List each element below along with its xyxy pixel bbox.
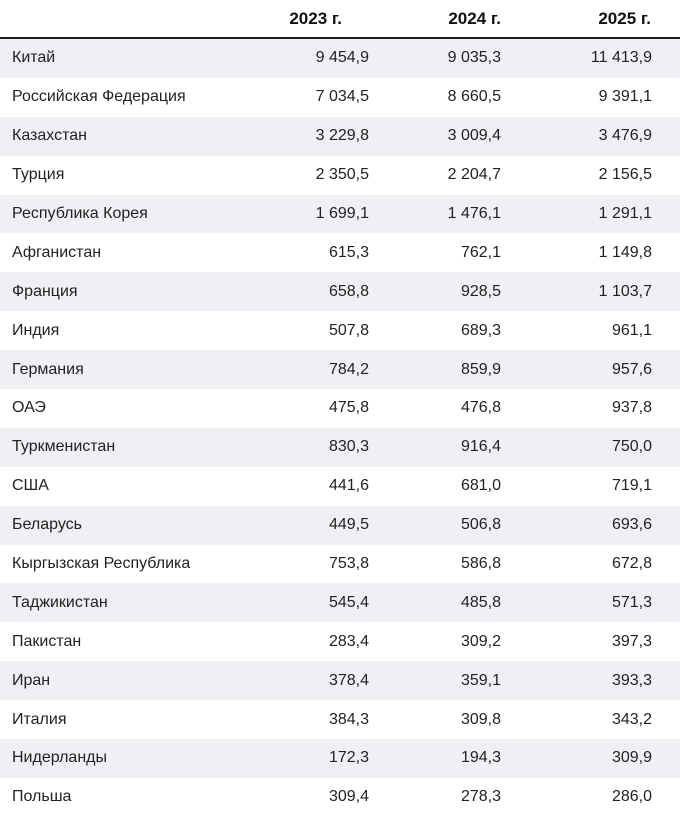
row-value-2025: 343,2 xyxy=(611,710,652,728)
row-value-2023: 9 454,9 xyxy=(315,49,369,67)
row-value-2023: 283,4 xyxy=(328,632,369,650)
row-value-2025: 393,3 xyxy=(611,671,652,689)
row-value-2025: 1 149,8 xyxy=(598,243,652,261)
row-value-2023: 784,2 xyxy=(328,360,369,378)
row-country-name: Китай xyxy=(12,49,56,67)
header-2024: 2024 г. xyxy=(448,8,501,28)
row-value-2023: 545,4 xyxy=(328,593,369,611)
row-value-2023: 441,6 xyxy=(328,477,369,495)
table-row xyxy=(0,156,680,195)
table-row xyxy=(0,311,680,350)
row-value-2025: 2 156,5 xyxy=(598,166,652,184)
row-value-2025: 397,3 xyxy=(611,632,652,650)
row-value-2024: 928,5 xyxy=(460,282,501,300)
row-value-2023: 378,4 xyxy=(328,671,369,689)
row-value-2024: 689,3 xyxy=(460,321,501,339)
table-row xyxy=(0,195,680,234)
row-country-name: США xyxy=(12,477,49,495)
row-value-2023: 3 229,8 xyxy=(315,127,369,145)
table-row xyxy=(0,739,680,778)
row-value-2023: 830,3 xyxy=(328,438,369,456)
row-value-2024: 309,8 xyxy=(460,710,501,728)
table-row xyxy=(0,350,680,389)
row-country-name: Иран xyxy=(12,671,51,689)
row-value-2025: 937,8 xyxy=(611,399,652,417)
row-value-2025: 719,1 xyxy=(611,477,652,495)
row-country-name: Кыргызская Республика xyxy=(12,555,191,573)
row-value-2024: 8 660,5 xyxy=(447,88,501,106)
table-row xyxy=(0,545,680,584)
row-value-2025: 3 476,9 xyxy=(598,127,652,145)
row-value-2025: 957,6 xyxy=(611,360,652,378)
table-row xyxy=(0,700,680,739)
table-row xyxy=(0,428,680,467)
row-country-name: Польша xyxy=(12,788,72,806)
row-value-2025: 9 391,1 xyxy=(598,88,652,106)
row-value-2023: 658,8 xyxy=(328,282,369,300)
table-body xyxy=(0,39,680,817)
table-row xyxy=(0,506,680,545)
table-row xyxy=(0,661,680,700)
table-row xyxy=(0,778,680,817)
row-value-2023: 449,5 xyxy=(328,516,369,534)
row-value-2024: 681,0 xyxy=(460,477,501,495)
table-row xyxy=(0,622,680,661)
row-value-2024: 2 204,7 xyxy=(447,166,501,184)
row-value-2023: 507,8 xyxy=(328,321,369,339)
row-value-2025: 1 103,7 xyxy=(598,282,652,300)
row-value-2024: 359,1 xyxy=(460,671,501,689)
table-row xyxy=(0,233,680,272)
row-country-name: Франция xyxy=(12,282,78,300)
row-country-name: Афганистан xyxy=(12,243,102,261)
row-country-name: ОАЭ xyxy=(12,399,46,417)
row-country-name: Казахстан xyxy=(12,127,87,145)
row-value-2023: 753,8 xyxy=(328,555,369,573)
row-value-2025: 11 413,9 xyxy=(590,49,652,67)
row-country-name: Пакистан xyxy=(12,632,82,650)
table-row xyxy=(0,117,680,156)
row-value-2023: 475,8 xyxy=(328,399,369,417)
table-row xyxy=(0,389,680,428)
row-value-2024: 586,8 xyxy=(460,555,501,573)
row-country-name: Нидерланды xyxy=(12,749,107,767)
row-value-2025: 309,9 xyxy=(611,749,652,767)
row-value-2023: 7 034,5 xyxy=(315,88,369,106)
row-country-name: Турция xyxy=(12,166,65,184)
row-value-2023: 172,3 xyxy=(328,749,369,767)
row-country-name: Таджикистан xyxy=(12,593,108,611)
row-country-name: Италия xyxy=(12,710,67,728)
row-value-2025: 693,6 xyxy=(611,516,652,534)
header-2025: 2025 г. xyxy=(598,8,651,28)
row-value-2024: 506,8 xyxy=(460,516,501,534)
row-value-2025: 750,0 xyxy=(611,438,652,456)
row-country-name: Германия xyxy=(12,360,84,378)
row-value-2024: 309,2 xyxy=(460,632,501,650)
table-row xyxy=(0,78,680,117)
row-value-2024: 9 035,3 xyxy=(447,49,501,67)
row-country-name: Республика Корея xyxy=(12,205,148,222)
row-country-name: Российская Федерация xyxy=(12,88,186,106)
table-row xyxy=(0,272,680,311)
row-value-2024: 762,1 xyxy=(460,243,501,261)
row-value-2025: 672,8 xyxy=(611,555,652,573)
row-value-2023: 2 350,5 xyxy=(315,166,369,184)
table-row xyxy=(0,467,680,506)
row-value-2023: 309,4 xyxy=(328,788,369,806)
row-value-2025: 286,0 xyxy=(611,788,652,806)
row-country-name: Индия xyxy=(12,321,60,339)
row-value-2024: 3 009,4 xyxy=(447,127,501,145)
row-value-2023: 615,3 xyxy=(328,243,369,261)
table-header xyxy=(0,0,680,39)
row-value-2023: 384,3 xyxy=(328,710,369,728)
row-value-2024: 1 476,1 xyxy=(447,205,501,222)
row-value-2025: 571,3 xyxy=(611,593,652,611)
row-value-2024: 859,9 xyxy=(460,360,501,378)
row-value-2024: 916,4 xyxy=(460,438,501,456)
table-row xyxy=(0,39,680,78)
row-value-2024: 194,3 xyxy=(460,749,501,767)
row-value-2024: 278,3 xyxy=(460,788,501,806)
row-country-name: Туркменистан xyxy=(12,438,116,456)
row-country-name: Беларусь xyxy=(12,516,82,534)
header-2023: 2023 г. xyxy=(289,8,342,28)
row-value-2025: 961,1 xyxy=(611,321,652,339)
row-value-2024: 485,8 xyxy=(460,593,501,611)
row-value-2023: 1 699,1 xyxy=(315,205,369,222)
row-value-2024: 476,8 xyxy=(460,399,501,417)
row-value-2025: 1 291,1 xyxy=(598,205,652,222)
table-row xyxy=(0,583,680,622)
